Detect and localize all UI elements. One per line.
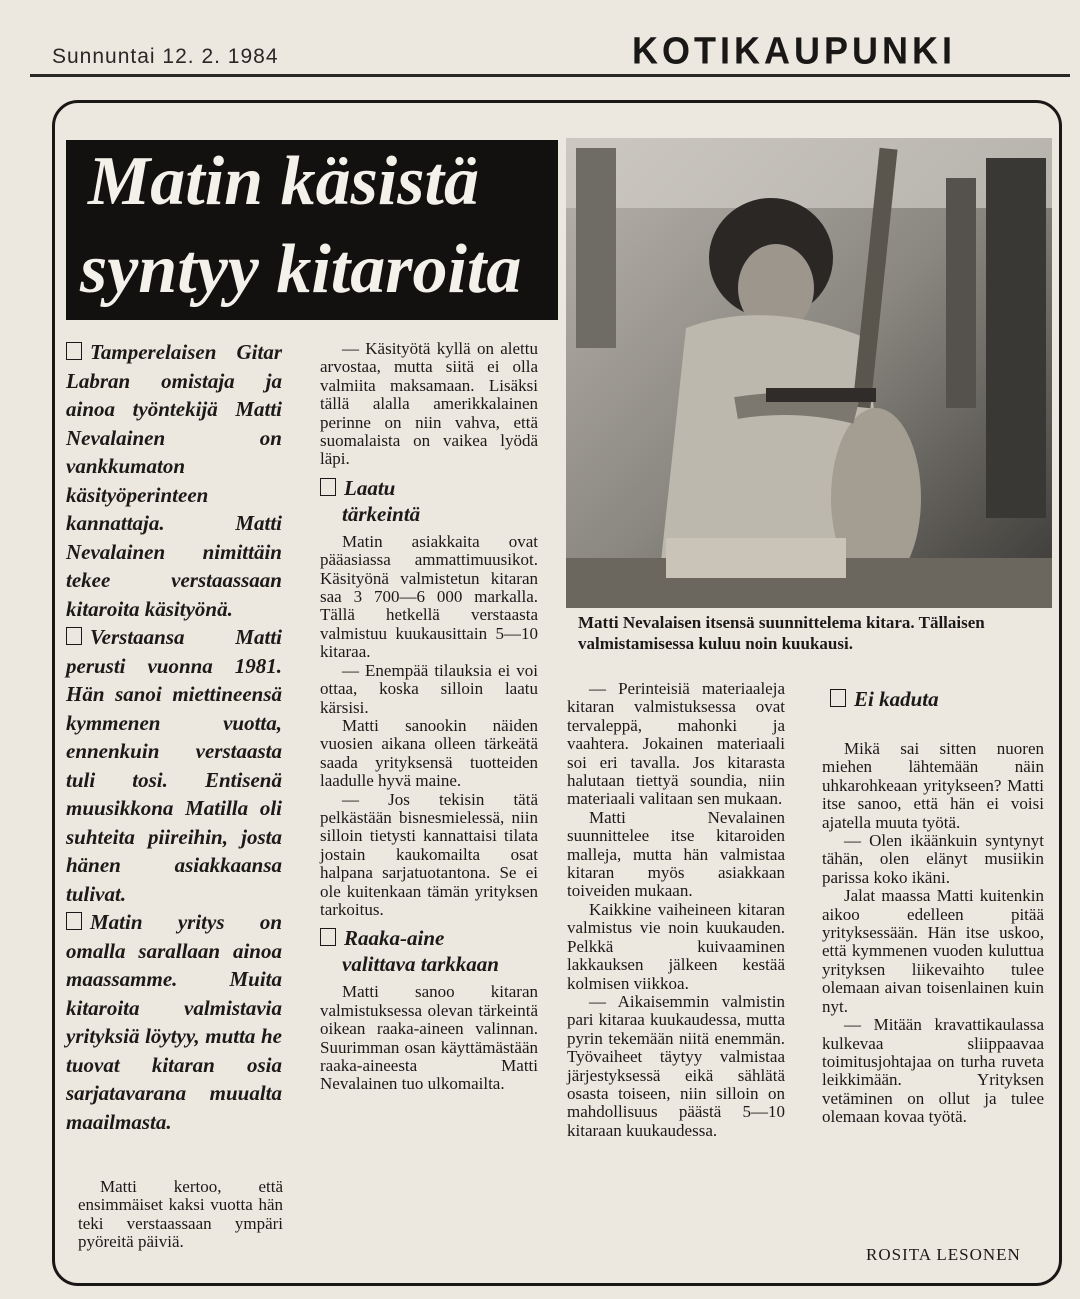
issue-date: Sunnuntai 12. 2. 1984 bbox=[52, 45, 279, 68]
body-paragraph: — Perinteisiä materiaaleja kitaran valmistuksessa ovat tervaleppä, mahonki ja vaahtera. Jokainen materiaali soi eri tavalla. Jos kitarasta halutaan tiettyä soundia, niin materiaali valitaan sen mukaan. bbox=[567, 679, 785, 809]
box-bullet-icon bbox=[66, 342, 82, 360]
lead-column bbox=[66, 338, 282, 1136]
section-title: KOTIKAUPUNKI bbox=[632, 28, 956, 72]
body-paragraph: Matti sanoo kitaran valmistuksessa olevan tärkeintä oikean raaka-aineen valinnan. Suurimman osan käyttämästään raaka-aineesta Matti Nevalainen tuo ulkomailta. bbox=[320, 982, 538, 1094]
header-rule bbox=[30, 74, 1070, 77]
box-bullet-icon bbox=[320, 478, 336, 496]
subheading: Ei kaduta bbox=[830, 686, 939, 712]
lead-tail-paragraph bbox=[78, 1178, 283, 1252]
body-paragraph: — Käsityötä kyllä on alettu arvostaa, mutta siitä ei olla valmiita maksamaan. Lisäksi tällä alalla amerikkalainen perinne on niin vahva, että suomalaista on vaikea lyödä läpi. bbox=[320, 339, 538, 469]
box-bullet-icon bbox=[320, 928, 336, 946]
body-paragraph: — Jos tekisin tätä pelkästään bisnesmielessä, niin silloin tietysti kannattaisi tilata jostain kaukomailta osat halpana sarjatuotantona. Se ei ole kuitenkaan tämän yrityksen tarkoitus. bbox=[320, 789, 538, 919]
box-bullet-icon bbox=[66, 912, 82, 930]
body-paragraph: Matti kertoo, että ensimmäiset kaksi vuotta hän teki verstaassaan ympäri pyöreitä päiviä. bbox=[78, 1177, 283, 1252]
body-column-4 bbox=[822, 740, 1044, 1127]
body-paragraph: Matti Nevalainen suunnittelee itse kitaroiden malleja, mutta hän valmistaa kitaran myös asiakkaan toiveiden mukaan. bbox=[567, 807, 785, 901]
byline: ROSITA LESONEN bbox=[866, 1245, 1021, 1264]
body-column-2 bbox=[320, 340, 538, 1094]
photo-caption: Matti Nevalaisen itsensä suunnittelema kitara. Tällaisen valmistamisessa kuluu noin kuukausi. bbox=[578, 613, 985, 653]
body-paragraph: Matin asiakkaita ovat pääasiassa ammattimuusikot. Käsityönä valmistetun kitaran saa 3 700—6 000 markalla. Tällä hetkellä verstaasta valmistuu kuukausittain 5—10 kitaraa. bbox=[320, 531, 538, 662]
lead-paragraph: Matin yritys on omalla sarallaan ainoa maassamme. Muita kitaroita valmistavia yrityksiä löytyy, mutta he tuovat kitaran osia sarjatavarana muualta maailmasta. bbox=[66, 910, 282, 1134]
body-paragraph: — Olen ikäänkuin syntynyt tähän, olen elänyt musiikin parissa koko ikäni. bbox=[822, 831, 1044, 887]
box-bullet-icon bbox=[66, 627, 82, 645]
lead-paragraph: Tamperelaisen Gitar Labran omistaja ja ainoa työntekijä Matti Nevalainen on vankkumaton käsityöperinteen kannattaja. Matti Nevalainen nimittäin tekee verstaassaan kitaroita käsityönä. bbox=[66, 340, 282, 621]
body-paragraph: Mikä sai sitten nuoren miehen lähtemään näin uhkarohkeaan yritykseen? Matti itse sanoo, että hän ei voisi ajatella muuta työtä. bbox=[822, 739, 1044, 832]
body-paragraph: — Aikaisemmin valmistin pari kitaraa kuukaudessa, mutta pyrin tekemään niitä enemmän. Työvaiheet täytyy valmistaa järjestyksessä eikä sählätä osasta toiseen, niin silloin on mahdollisuus päästä 5—10 kitaraan kuukaudessa. bbox=[567, 991, 785, 1140]
headline-line-2: syntyy kitaroita bbox=[80, 231, 522, 308]
box-bullet-icon bbox=[830, 689, 846, 707]
headline-line-1: Matin käsistä bbox=[88, 143, 479, 220]
lead-paragraph: Verstaansa Matti perusti vuonna 1981. Hän sanoi miettineensä kymmenen vuotta, ennenkuin verstaasta tuli tosi. Entisenä muusikkona Matilla oli suhteita piireihin, josta hänen asiakkaansa tulivat. bbox=[66, 625, 282, 906]
body-column-3 bbox=[567, 680, 785, 1140]
body-paragraph: Jalat maassa Matti kuitenkin aikoo edelleen pitää yrityksessään. Hän itse uskoo, että kymmenen vuoden kuluttua yrityksen liikevaihto tulee olemaan aivan toisenlainen kuin nyt. bbox=[822, 886, 1044, 1016]
article-photo bbox=[566, 138, 1052, 608]
body-paragraph: — Mitään kravattikaulassa kulkevaa sliippaavaa toimitusjohtajaa on turha ruveta leikkimään. Yrityksen vetäminen on ollut ja tulee olemaan kovaa työtä. bbox=[822, 1015, 1044, 1127]
headline bbox=[66, 140, 558, 320]
body-paragraph: Matti sanookin näiden vuosien aikana olleen tärkeätä saada yrityksensä tuotteiden laadulle hyvä maine. bbox=[320, 715, 538, 791]
subheading: Laatu tärkeintä bbox=[320, 475, 538, 527]
guitar-maker-photo bbox=[566, 138, 1052, 608]
body-paragraph: Kaikkine vaiheineen kitaran valmistus vie noin kuukauden. Pelkkä kuivaaminen lakkauksen jälkeen kestää kolmisen viikkoa. bbox=[567, 899, 785, 993]
subheading: Raaka-aine valittava tarkkaan bbox=[320, 925, 538, 977]
body-paragraph: — Enempää tilauksia ei voi ottaa, koska silloin laatu kärsisi. bbox=[320, 660, 538, 717]
